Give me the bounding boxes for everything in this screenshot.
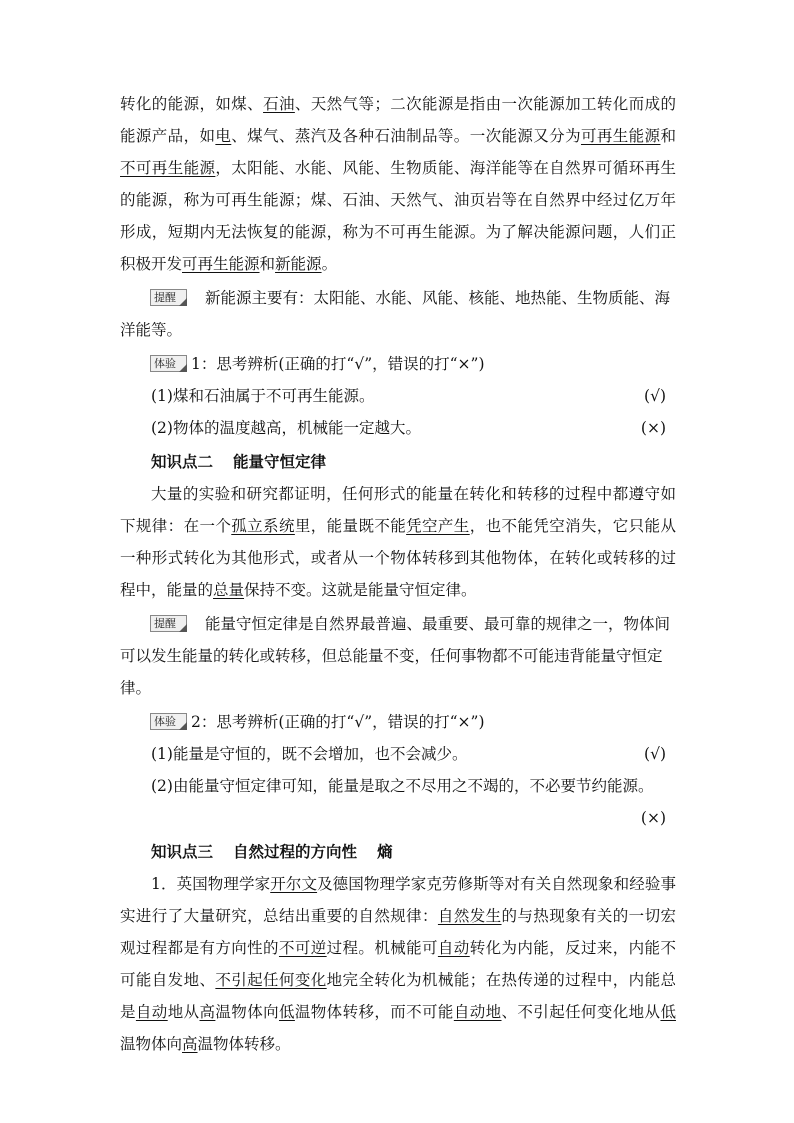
text: 过程。机械能可 [326, 939, 438, 957]
section-label: 知识点三 [151, 843, 214, 861]
text: 和 [660, 127, 676, 145]
section-heading-2 [120, 446, 676, 478]
text: 里，能量既不能 [294, 517, 407, 535]
text: 转化为内能，反过来，内能不可能自发地、 [120, 939, 676, 989]
check-title-1 [120, 348, 676, 380]
underlined-term: 可再生能源 [580, 127, 661, 145]
text: 地从 [167, 1003, 200, 1021]
text: 温物体向 [120, 1035, 183, 1053]
page-content [120, 88, 676, 1060]
check-item-text: (1)能量是守恒的，既不会增加，也不会减少。 [151, 745, 468, 763]
check-item [120, 770, 676, 802]
text: ，也不能凭空消失，它只能从一种形式转化为其他形式，或者从一个物体转移到其他物体，在转化或转移的过程中，能量的 [120, 517, 676, 599]
check-item-text: (2)由能量守恒定律可知，能量是取之不尽用之不竭的，不必要节约能源。 [151, 777, 654, 795]
section-title-entropy: 熵 [377, 843, 393, 861]
check-title: 2：思考辨析(正确的打“√”，错误的打“×”) [191, 713, 485, 731]
text: 。 [321, 255, 338, 273]
section-label: 知识点二 [151, 453, 214, 471]
underlined-term: 自动地 [453, 1003, 502, 1021]
tip-conservation [120, 608, 676, 704]
underlined-term: 孤立系统 [231, 517, 295, 535]
underlined-term: 新能源 [275, 255, 322, 273]
text: 及德国物理学家克劳修斯等对有关自然现象和经验事实进行了大量研究，总结出重要的自然规律： [120, 875, 676, 925]
underlined-term: 开尔文 [270, 875, 318, 893]
practice-badge: 体验 [150, 713, 187, 730]
text: 、天然气等；二次能源是指由一次能源加工转化而成的能源产品，如 [120, 95, 676, 145]
check-item-mark: (×) [640, 419, 666, 437]
underlined-term: 低 [278, 1003, 295, 1021]
tip-text: 能量守恒定律是自然界最普遍、最重要、最可靠的规律之一，物体间可以发生能量的转化或转移，但总能量不变，任何事物都不可能违背能量守恒定律。 [120, 615, 671, 697]
text: 温物体向 [215, 1003, 279, 1021]
text: ，太阳能、水能、风能、生物质能、海洋能等在自然界可循环再生的能源，称为可再生能源；煤、石油、天然气、油页岩等在自然界中经过亿万年形成，短期内无法恢复的能源，称为不可再生能源。为了解决能源问题，人们正积极开发 [120, 159, 676, 273]
underlined-term: 石油 [263, 95, 295, 113]
paragraph-direction [120, 868, 676, 1060]
underlined-term: 不可逆 [278, 939, 327, 957]
text: 保持不变。这就是能量守恒定律。 [244, 581, 477, 599]
underlined-term: 总量 [213, 581, 245, 599]
text: 1．英国物理学家 [151, 875, 271, 893]
check-item-text: (2)物体的温度越高，机械能一定越大。 [151, 419, 421, 437]
check-item [120, 412, 676, 444]
underlined-term: 自动 [437, 939, 470, 957]
tip-text: 新能源主要有：太阳能、水能、风能、核能、地热能、生物质能、海洋能等。 [120, 289, 671, 339]
tip-new-energy [120, 282, 676, 346]
underlined-term: 不可再生能源 [120, 159, 216, 177]
text: 和 [259, 255, 276, 273]
check-title-2 [120, 706, 676, 738]
check-item-mark: (√) [644, 745, 666, 763]
text: 转化的能源，如煤、 [120, 95, 264, 113]
text: 、煤气、蒸汽及各种石油制品等。一次能源又分为 [231, 127, 581, 145]
check-item-mark: (×) [640, 809, 666, 827]
underlined-term: 自动 [135, 1003, 168, 1021]
paragraph-energy-types [120, 88, 676, 280]
paragraph-conservation [120, 478, 676, 606]
section-title: 能量守恒定律 [233, 453, 327, 471]
underlined-term: 自然发生 [437, 907, 502, 925]
underlined-term: 可再生能源 [182, 255, 260, 273]
text: 、不引起任何变化地从 [501, 1003, 661, 1021]
check-item [120, 738, 676, 770]
underlined-term: 电 [215, 127, 232, 145]
section-title: 自然过程的方向性 [233, 843, 358, 861]
practice-badge: 体验 [150, 355, 187, 372]
check-title: 1：思考辨析(正确的打“√”，错误的打“×”) [191, 355, 485, 373]
tip-badge: 提醒 [150, 615, 187, 632]
check-item-mark: (√) [644, 387, 666, 405]
text: 温物体转移。 [197, 1035, 291, 1053]
text: 地完全转化为机械能；在热传递的过程中，内能总是 [120, 971, 676, 1021]
underlined-term: 高 [199, 1003, 216, 1021]
text: 的与热现象有关的一切宏观过程都是有方向性的 [120, 907, 676, 957]
section-heading-3 [120, 836, 676, 868]
tip-badge: 提醒 [150, 289, 187, 306]
underlined-term: 低 [660, 1003, 676, 1021]
underlined-term: 凭空产生 [406, 517, 470, 535]
text: 大量的实验和研究都证明，任何形式的能量在转化和转移的过程中都遵守如下规律：在一个 [120, 485, 676, 535]
underlined-term: 高 [182, 1035, 198, 1053]
check-item-text: (1)煤和石油属于不可再生能源。 [151, 387, 375, 405]
underlined-term: 不引起任何变化 [215, 971, 327, 989]
text: 温物体转移，而不可能 [294, 1003, 454, 1021]
check-item [120, 380, 676, 412]
